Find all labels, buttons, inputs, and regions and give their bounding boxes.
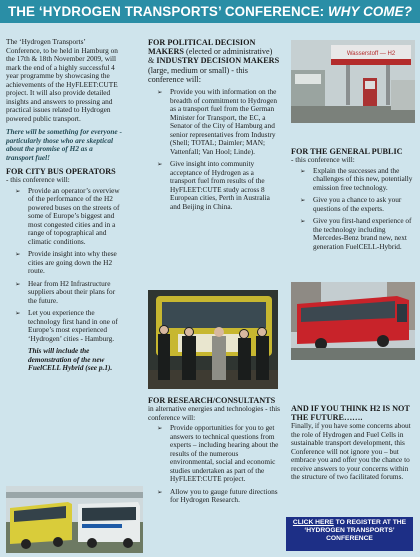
hydrogen-station-illustration <box>291 40 415 123</box>
section-sub-general-public: - this conference will: <box>291 155 355 165</box>
general-public-list <box>291 167 415 252</box>
officials-bus-illustration <box>148 290 278 389</box>
list-item: ➢ Give insight into community acceptance of Hydrogen as a transport fuel from results of the HyFLEET:CUTE study across 8 European cities, Perth in Australia and Beijing in China. <box>148 160 280 211</box>
section-sub-bus-operators: - this conference will: <box>6 175 70 185</box>
future-paragraph: Finally, if you have some concerns about the role of Hydrogen and Fuel Cells in sustainable transport development, this Conference will not ignore you – but embrace you and offer you the chance to receive answers to your concerns within the structure of two facilitated forums. <box>291 421 411 482</box>
section-title-research: FOR RESEARCH/CONSULTANTS <box>148 396 276 405</box>
fuel-cell-buses-photo <box>6 486 143 553</box>
bus-operators-list <box>6 187 122 344</box>
lead-statement: There will be something for everyone - particularly those who are skeptical about the promise of H2 as a transport fuel! <box>6 127 122 162</box>
section-title-future: AND IF YOU THINK H2 IS NOT THE FUTURE……. <box>291 404 410 423</box>
section-title-decision-makers: FOR POLITICAL DECISION MAKERS (elected or administrative) & INDUSTRY DECISION MAKERS (large, medium or small) - this conference will: <box>148 38 280 84</box>
red-bus-illustration <box>291 282 415 360</box>
intro-paragraph: The ‘Hydrogen Transports’ Conference, to be held in Hamburg on the 17th & 18th November 2009, will mark the end of a highly successful 4 year programme by showcasing the achievements of the HyFLEET:CUTE project. It will also provide detailed insights and answers to pressing and practical issues related to Hydrogen powered public transport. <box>6 37 118 123</box>
title-emphasis: WHY COME? <box>328 4 412 19</box>
list-item: ➢ Explain the successes and the challenges of this new, potentially emission free technology. <box>291 167 415 193</box>
officials-bus-photo <box>148 290 278 389</box>
column-middle-lower <box>148 396 280 509</box>
column-left <box>6 38 122 373</box>
list-item: ➢ Provide opportunities for you to get answers to technical questions from experts – including hearing about the results of the numerous environmental, social and economic studies undertaken as part of the HyFLEET:CUTE project. <box>148 424 280 484</box>
station-sign-text: Wasserstoff — H2 <box>346 51 396 57</box>
column-right-lower <box>291 404 415 487</box>
fuel-cell-buses-illustration <box>6 486 143 553</box>
list-item: ➢ Provide you with information on the breadth of commitment to Hydrogen as a transport fuel from the German Minister for Transport, the EC, a Senator of the City of Hamburg and senior representatives from Industry (Shell; TOTAL; Daimler; MAN; Vattenfall; Van Hool; Linde). <box>148 88 280 156</box>
column-right <box>291 147 415 255</box>
red-bus-photo <box>291 282 415 360</box>
list-item: ➢ Let you experience the technology first hand in one of Europe’s most experienced ‘Hydrogen’ cities - Hamburg. <box>6 309 122 343</box>
click-here-link[interactable]: CLICK HERE <box>292 519 334 526</box>
section-title-general-public: FOR THE GENERAL PUBLIC <box>291 147 403 156</box>
column-middle <box>148 38 280 215</box>
hydrogen-station-photo <box>291 40 415 123</box>
section-sub-research: in alternative energies and technologies - this conference will: <box>148 404 280 422</box>
demonstration-note: This will include the demonstration of the new FuelCELL Hybrid (see p.1). <box>28 346 113 373</box>
register-text: TO REGISTER AT THE ‘HYDROGEN TRANSPORTS’ CONFERENCE <box>304 519 407 542</box>
list-item: ➢ Give you a chance to ask your questions of the experts. <box>291 196 415 213</box>
header-bar <box>0 0 420 23</box>
research-list <box>148 424 280 505</box>
list-item: ➢ Provide insight into why these cities are going down the H2 route. <box>6 250 122 276</box>
list-item: ➢ Allow you to gauge future directions for Hydrogen Research. <box>148 488 280 505</box>
section-title-bus-operators: FOR CITY BUS OPERATORS <box>6 167 116 176</box>
page-title: THE ‘HYDROGEN TRANSPORTS’ CONFERENCE: WHY COME? <box>8 4 412 19</box>
list-item: ➢ Provide an operator’s overview of the performance of the H2 powered buses on the streets of some of Europe’s biggest and most congested cities and in a range of topographical and climatic conditions. <box>6 187 122 247</box>
decision-makers-list <box>148 88 280 211</box>
list-item: ➢ Give you first-hand experience of the technology including Mercedes-Benz brand new, next generation FuelCELL-Hybrid. <box>291 217 415 251</box>
list-item: ➢ Hear from H2 Infrastructure suppliers about their plans for the future. <box>6 280 122 306</box>
register-button[interactable] <box>286 517 413 551</box>
